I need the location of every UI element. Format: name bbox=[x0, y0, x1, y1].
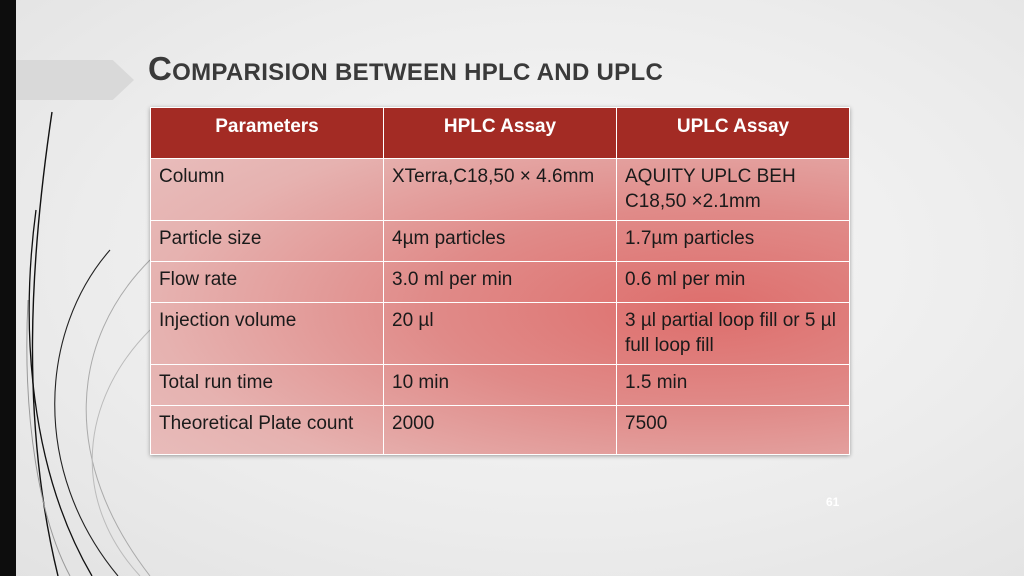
table-row bbox=[151, 262, 850, 303]
cell-parameter: Injection volume bbox=[151, 303, 384, 365]
cell-parameter: Column bbox=[151, 159, 384, 221]
cell-parameter: Particle size bbox=[151, 221, 384, 262]
table-row bbox=[151, 365, 850, 406]
cell-uplc: 1.7µm particles bbox=[617, 221, 850, 262]
table-row bbox=[151, 303, 850, 365]
cell-hplc: 10 min bbox=[384, 365, 617, 406]
table-row bbox=[151, 406, 850, 455]
cell-hplc: 2000 bbox=[384, 406, 617, 455]
table-row bbox=[151, 159, 850, 221]
slide-title bbox=[148, 50, 663, 88]
title-first-letter: C bbox=[148, 50, 173, 87]
cell-uplc: AQUITY UPLC BEH C18,50 ×2.1mm bbox=[617, 159, 850, 221]
cell-uplc: 1.5 min bbox=[617, 365, 850, 406]
header-uplc: UPLC Assay bbox=[617, 108, 850, 159]
cell-hplc: 4µm particles bbox=[384, 221, 617, 262]
cell-hplc: 20 µl bbox=[384, 303, 617, 365]
page-number: 61 bbox=[826, 495, 840, 509]
cell-uplc: 7500 bbox=[617, 406, 850, 455]
table-row bbox=[151, 221, 850, 262]
cell-parameter: Total run time bbox=[151, 365, 384, 406]
cell-hplc: 3.0 ml per min bbox=[384, 262, 617, 303]
header-parameters: Parameters bbox=[151, 108, 384, 159]
comparison-table bbox=[150, 107, 850, 455]
title-accent-band bbox=[16, 60, 134, 100]
cell-parameter: Theoretical Plate count bbox=[151, 406, 384, 455]
title-rest: OMPARISION BETWEEN HPLC AND UPLC bbox=[172, 59, 664, 86]
cell-uplc: 0.6 ml per min bbox=[617, 262, 850, 303]
comparison-table-wrapper bbox=[150, 107, 850, 455]
cell-uplc: 3 µl partial loop fill or 5 µl full loop fill bbox=[617, 303, 850, 365]
table-header-row bbox=[151, 108, 850, 159]
header-hplc: HPLC Assay bbox=[384, 108, 617, 159]
cell-parameter: Flow rate bbox=[151, 262, 384, 303]
cell-hplc: XTerra,C18,50 × 4.6mm bbox=[384, 159, 617, 221]
